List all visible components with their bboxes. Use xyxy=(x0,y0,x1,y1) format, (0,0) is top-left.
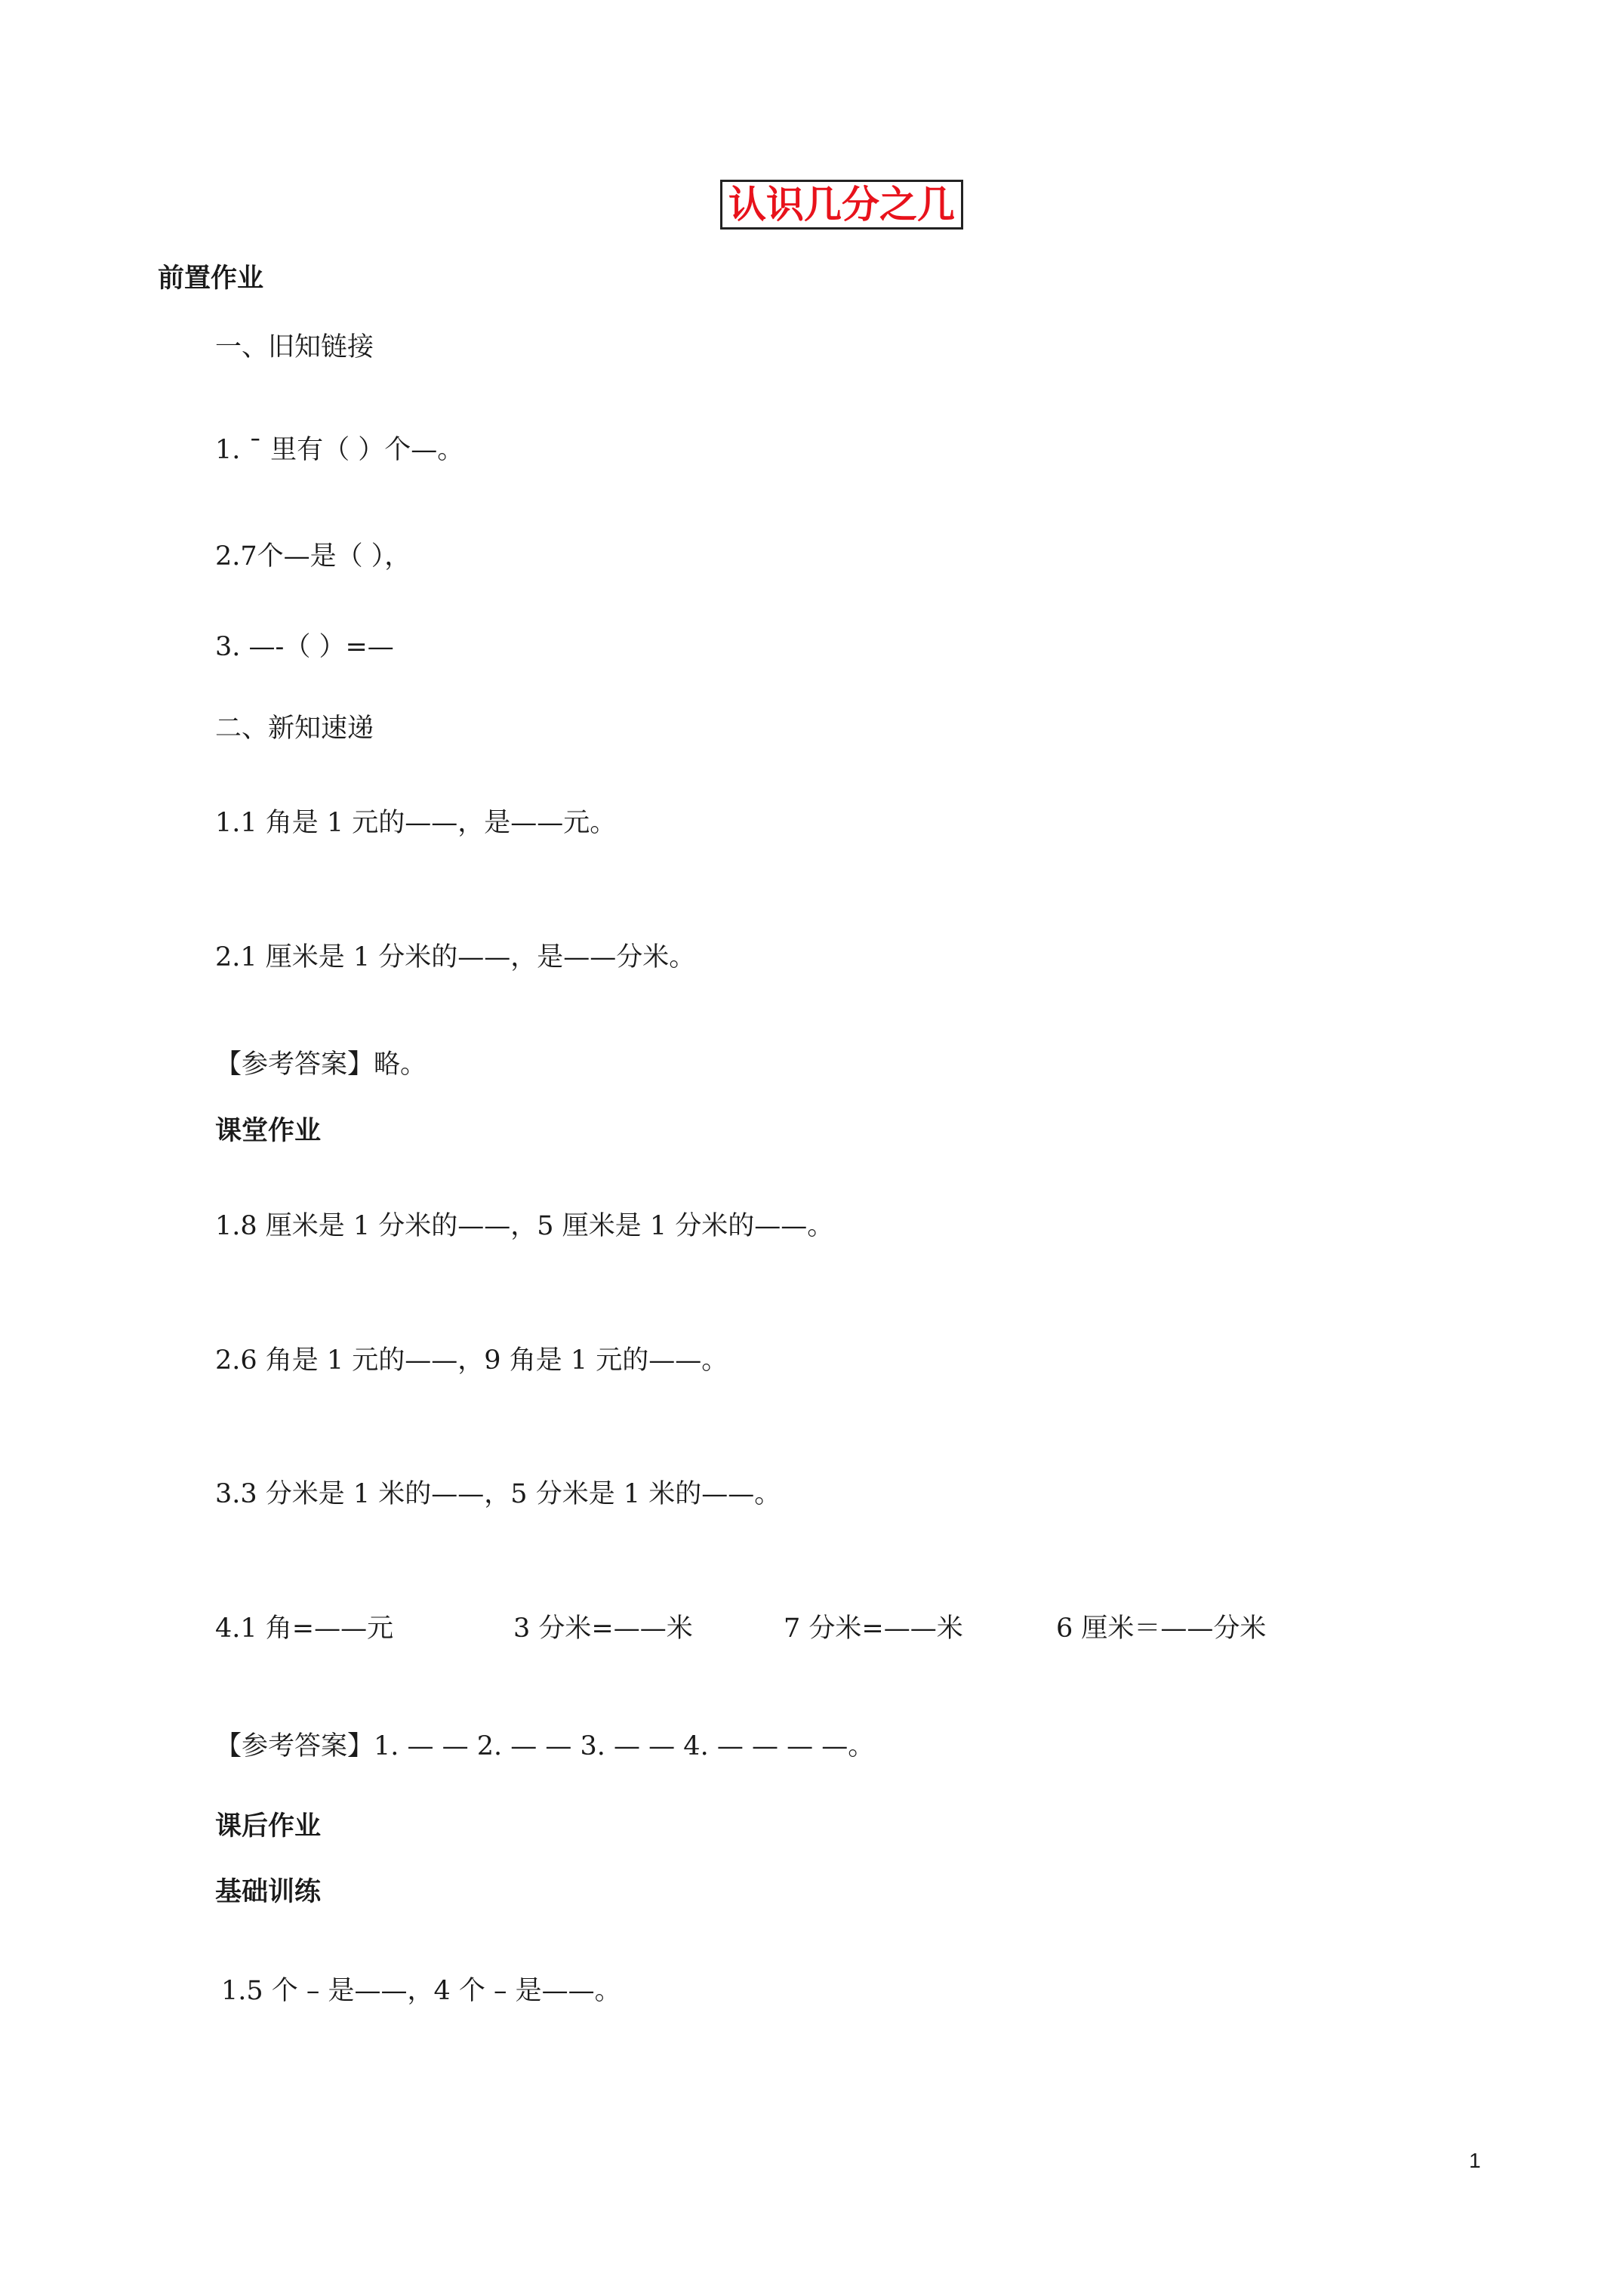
class-question-3: 3.3 分米是 1 米的——，5 分米是 1 米的——。 xyxy=(215,1479,781,1509)
part2-question-1: 1.1 角是 1 元的——，是——元。 xyxy=(215,808,617,838)
page-title: 认识几分之几 xyxy=(720,180,963,230)
class-question-4a: 4.1 角=——元 xyxy=(215,1613,394,1644)
section-class-heading: 课堂作业 xyxy=(215,1116,322,1146)
part2-heading: 二、新知速递 xyxy=(215,713,374,744)
page-number: 1 xyxy=(1469,2149,1481,2172)
class-question-4d: 6 厘米＝——分米 xyxy=(1056,1613,1267,1644)
section-after-heading: 课后作业 xyxy=(215,1811,322,1841)
section-after-subheading: 基础训练 xyxy=(215,1877,322,1907)
after-question-1: 1.5 个 – 是——，4 个 – 是——。 xyxy=(221,1976,621,2006)
part1-question-2: 2.7个—是（ ）， xyxy=(215,541,411,572)
class-question-2: 2.6 角是 1 元的——，9 角是 1 元的——。 xyxy=(215,1345,728,1376)
part1-question-1: 1. ¯ 里有（ ）个—。 xyxy=(215,435,464,465)
class-question-1: 1.8 厘米是 1 分米的——，5 厘米是 1 分米的——。 xyxy=(215,1211,834,1241)
class-question-4c: 7 分米=——米 xyxy=(784,1613,963,1644)
class-answer: 【参考答案】1. — — 2. — — 3. — — 4. — — — —。 xyxy=(215,1731,875,1761)
class-question-4b: 3 分米=——米 xyxy=(513,1613,693,1644)
pre-answer: 【参考答案】略。 xyxy=(215,1049,427,1080)
section-pre-heading: 前置作业 xyxy=(158,264,264,294)
part1-heading: 一、旧知链接 xyxy=(215,332,374,362)
part1-question-3: 3. —-（ ）=— xyxy=(215,632,394,662)
part2-question-2: 2.1 厘米是 1 分米的——，是——分米。 xyxy=(215,942,696,972)
